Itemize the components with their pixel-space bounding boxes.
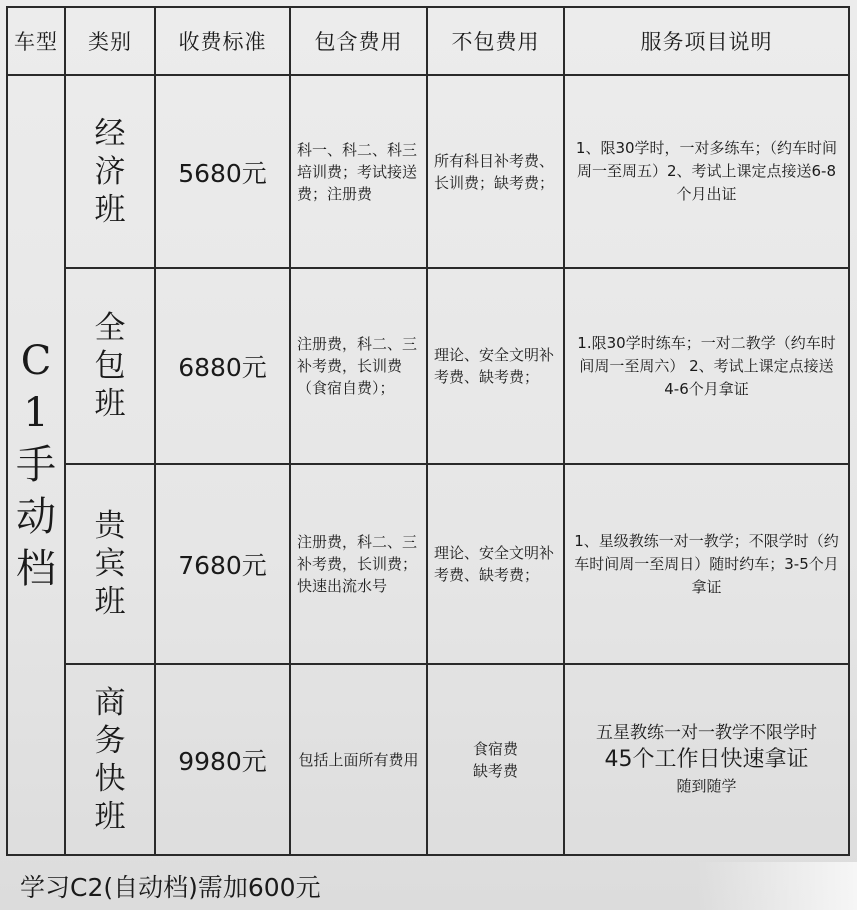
header-price: 收费标准 [155,7,290,75]
table-row [7,268,849,464]
description-cell: 1、星级教练一对一教学；不限学时（约车时间周一至周日）随时约车；3-5个月拿证 [564,464,849,664]
included-cell: 科一、科二、科三培训费；考试接送费；注册费 [290,75,427,268]
table-row [7,464,849,664]
excluded-cell: 所有科目补考费、长训费；缺考费； [427,75,564,268]
category-cell: 商 务 快 班 [65,664,155,855]
footer-note: 学习C2(自动档)需加600元 [20,873,321,902]
category-cell: 贵 宾 班 [65,464,155,664]
photo-glare [697,862,857,910]
category-cell: 经 济 班 [65,75,155,268]
header-included: 包含费用 [290,7,427,75]
excluded-cell: 理论、安全文明补考费、缺考费； [427,464,564,664]
included-cell: 包括上面所有费用 [290,664,427,855]
excluded-cell: 理论、安全文明补考费、缺考费； [427,268,564,464]
fee-table [6,6,850,856]
header-description: 服务项目说明 [564,7,849,75]
price-cell: 9980元 [155,664,290,855]
vehicle-type-cell: C 1 手 动 档 [7,75,65,855]
table-row [7,664,849,855]
excluded-cell: 食宿费 缺考费 [427,664,564,855]
description-cell: 1、限30学时，一对多练车；（约车时间周一至周五）2、考试上课定点接送6-8个月出证 [564,75,849,268]
price-cell: 6880元 [155,268,290,464]
description-cell: 五星教练一对一教学不限学时 45个工作日快速拿证 随到随学 [564,664,849,855]
category-cell: 全 包 班 [65,268,155,464]
description-cell: 1.限30学时练车；一对二教学（约车时间周一至周六） 2、考试上课定点接送4-6个月拿证 [564,268,849,464]
included-cell: 注册费，科二、三补考费，长训费（食宿自费）； [290,268,427,464]
included-cell: 注册费，科二、三补考费，长训费；快速出流水号 [290,464,427,664]
table-row [7,75,849,268]
header-excluded: 不包费用 [427,7,564,75]
price-cell: 7680元 [155,464,290,664]
header-vehicle: 车型 [7,7,65,75]
price-cell: 5680元 [155,75,290,268]
header-row [7,7,849,75]
header-category: 类别 [65,7,155,75]
